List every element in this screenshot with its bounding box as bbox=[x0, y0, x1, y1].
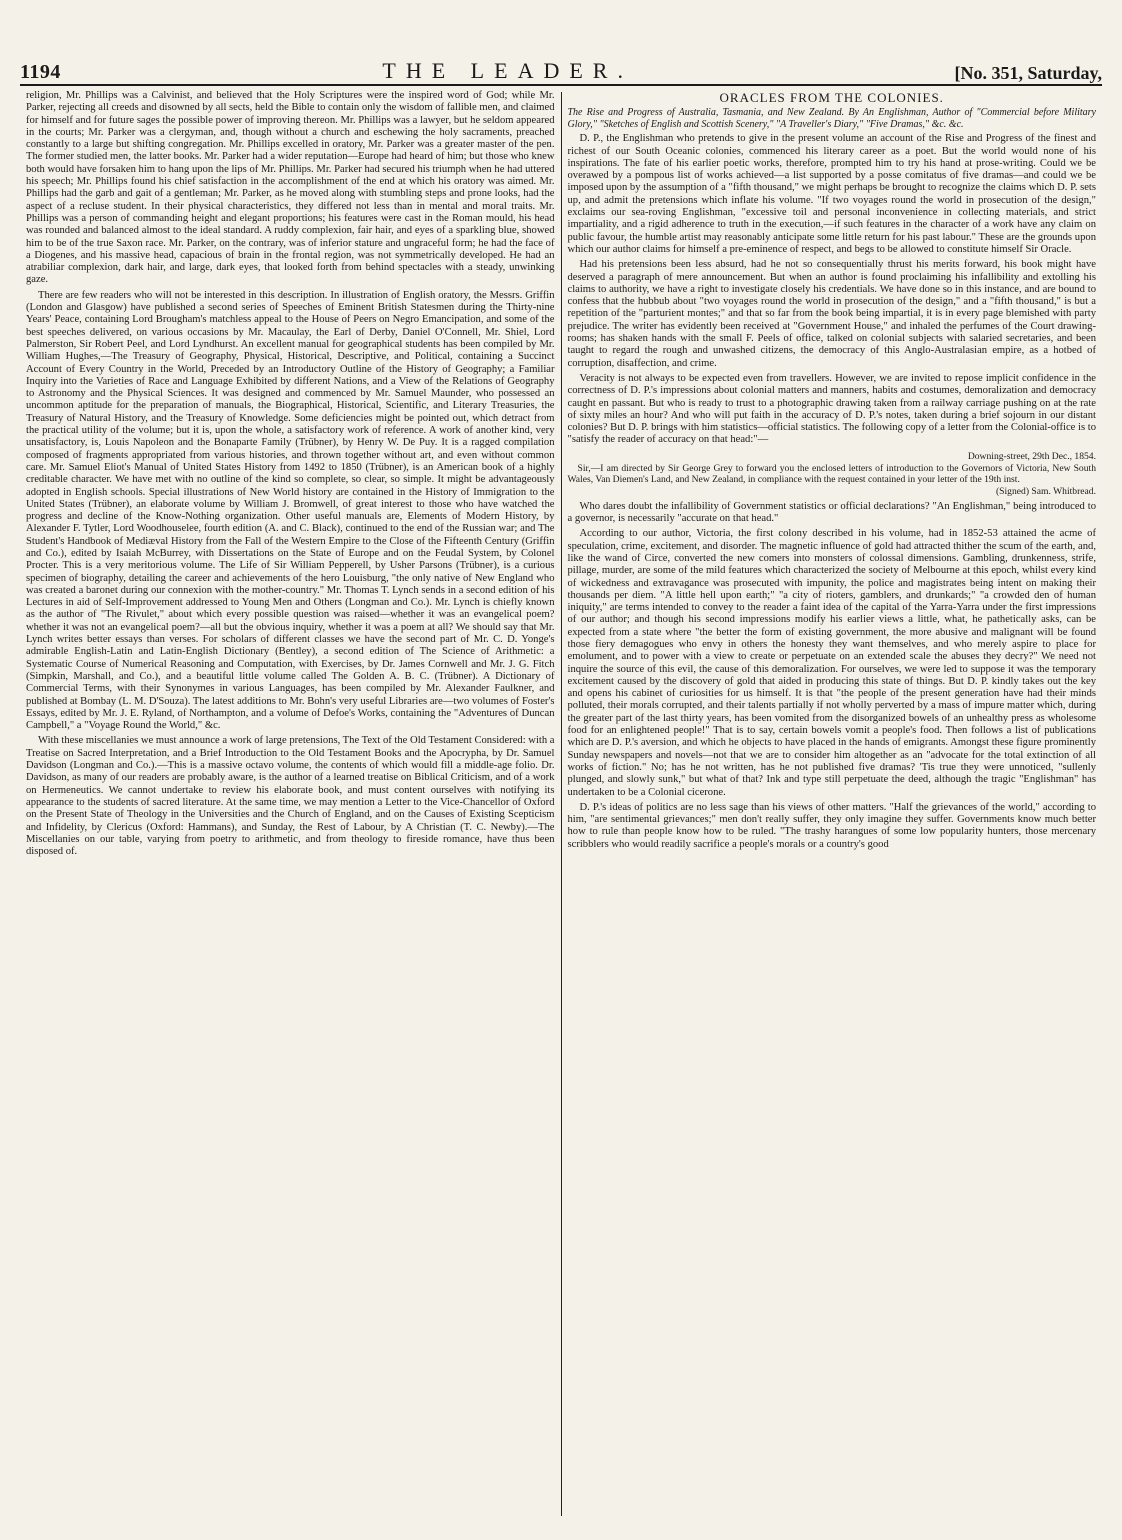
left-column bbox=[20, 88, 561, 1520]
letter-signature: (Signed) Sam. Whitbread. bbox=[995, 485, 1096, 497]
article-paragraph: D. P.'s ideas of politics are no less sage than his views of other matters. "Half the grievances of the world," according to him, "are sentimental grievances;" men don't really suffer, they only imagine they suffer. Governments know much better how to rule than people know how to be ruled. "The trashy harangues of some low popularity hunters, those mercenary scribblers who would readily sacrifice a people's morals or a country's good bbox=[567, 801, 1096, 850]
article-paragraph: With these miscellanies we must announce a work of large pretensions, The Text of the Old Testament Considered: with a Treatise on Sacred Interpretation, and a Brief Introduction to the Old Testament Books and the Apocrypha, by Dr. Samuel Davidson (Longman and Co.).—This is a massive octavo volume, the contents of which would fill a middle-age folio. Dr. Davidson, as many of our readers are probably aware, is the author of a learned treatise on Biblical Criticism, and of a work on Hermeneutics. We cannot undertake to review his elaborate book, and must content ourselves with notifying its appearance to the students of sacred literature. At the same time, we may mention a Letter to the Vice-Chancellor of Oxford on the Present State of Theology in the Universities and the Church of England, and on the Causes of Existing Scepticism and Infidelity, by Clericus (Oxford: Hammans), and Sunday, the Rest of Labour, by A Christian (T. C. Newby).—The Miscellanies on our table, varying from poetry to arithmetic, and from theology to fireside romance, have thus been disposed of. bbox=[26, 735, 555, 858]
book-citation: The Rise and Progress of Australia, Tasmania, and New Zealand. By An Englishman, Author of "Commercial before Military Glory," "Sketches of English and Scottish Scenery," "A Traveller's Diary," "Five Dramas," &c. &c. bbox=[567, 107, 1096, 130]
right-column bbox=[562, 88, 1103, 1520]
newspaper-title: THE LEADER. bbox=[382, 58, 633, 83]
columns bbox=[20, 88, 1102, 1520]
page-number: 1194 bbox=[20, 61, 61, 83]
article-paragraph: Had his pretensions been less absurd, had he not so consequentially thrust his merits forward, his book might have deserved a paragraph of mere announcement. But when an author is found proclaiming his infallibility and extolling his claims to authority, we have a right to investigate closely his credentials. We have done so in this instance, and are bound to confess that the hubbub about "two voyages round the world in prosecution of the design," and a "fifth thousand," is but a repetition of the "parturient montes;" and that so far from the book being impartial, it is in every page blemished with party prejudice. The writer has evidently been received at "Government House," and inhaled the perfumes of the Court drawing-rooms; has shaken hands with the small F. Peels of office, talked on colonial subjects with salaried secretaries, and been taught to regard the rough and unwashed citizens, the democracy of this Anglo-Australasian empire, as a hotbed of corruption, disaffection, and crime. bbox=[567, 259, 1096, 369]
article-paragraph: According to our author, Victoria, the first colony described in his volume, had in 1852-53 attained the acme of speculation, crime, excitement, and disorder. The magnetic influence of gold had attracted thither the scum of the earth, and, like the wand of Circe, converted the new comers into monsters of colossal dimensions. Gambling, drunkenness, strife, pillage, murder, are some of the mild features which characterized the society of Melbourne at this epoch, whilst every kind of wickedness and extravagance was prosecuted with impunity, the police and magistrates being intent on making their thousands per diem. "A little hell upon earth;" "a city of rioters, gamblers, and drunkards;" "a crowded den of human iniquity," are terms intended to convey to the reader a faint idea of the capital of the Yarra-Yarra under the first impressions of our author; and though his second impressions modify his earlier views a little, what, he pathetically asks, can be expected from a state where "the better the form of existing government, the more abusive and malignant will be found those fiery demagogues who envy in others the honesty they want themselves, and who merely aspire to place for emolument, and to power with a view to create or perpetuate on an extended scale the abuses they decry?" We need not inquire the source of this evil, the cause of this demoralization. For ourselves, we were led to suppose it was the temporary excitement caused by the discovery of gold that aided in producing this state of things. But D. P. kindly takes out the key and opens his cabinet of curiosities for us himself. It is that "the people of the present generation have had their minds polluted, their morals corrupted, and their talents partially if not wholly perverted by a mass of impure matter which, during the greater part of the last thirty years, has been vomited from the disorganized bowels of an unhealthy press as wholesome food for an enlightened people!" That is to say, certain bowels vomit a people's food. Then follows a list of publications which are D. P.'s aversion, and which he objects to have placed in the hands of emigrants. Amongst these figure prominently Sunday newspapers and novels—not that we are to consider him altogether as an "advocate for the total extinction of all works of fiction." No; has he not written, has he not published five dramas? 'Tis true they were unnoticed, "sullenly plunged, and slowly sunk," but what of that? Ink and type still perpetuate the deed, although the tragic "Englishman" has undertaken to be a Colonial cicerone. bbox=[567, 528, 1096, 798]
letter-body: Sir,—I am directed by Sir George Grey to forward you the enclosed letters of introduction to the Governors of Victoria, New South Wales, Van Diemen's Land, and New Zealand, in compliance with the request contained in your letter of the 19th inst. bbox=[567, 462, 1096, 485]
article-paragraph: D. P., the Englishman who pretends to give in the present volume an account of the Rise and Progress of the finest and richest of our South Oceanic colonies, commenced his literary career as a poet. But the world would none of his inspirations. The fate of his earlier poetic works, therefore, prompted him to try his hand at prose-writing. Could we be overawed by a pompous list of works achieved—a list supported by a posse comitatus of five dramas—and could we be imposed upon by the assumption of a "fifth thousand," we might perhaps be brought to recognize the claims which D. P. sets up, and admit the pretensions which inflate his volume. "If two voyages round the world in prosecution of the design," exclaims our sea-roving Englishman, "excessive toil and personal inconvenience in collecting materials, and strict impartiality, and a rigid adherence to truth in the execution,—if such features in the character of a work have any claim on public favour, the humble artist may reasonably anticipate some little return for his past labour." These are the grounds upon which our author claims for himself a pre-eminence of respect, and begs to be allowed to constitute himself Sir Oracle. bbox=[567, 133, 1096, 255]
article-paragraph: religion, Mr. Phillips was a Calvinist, and believed that the Holy Scriptures were the inspired word of God; while Mr. Parker, rejecting all creeds and disowned by all sects, held the Bible to contain only the wisdom of fallible men, and claimed for himself and for future sages the possible power of improving thereon. Mr. Phillips was a lawyer, but he seldom appeared in the courts; Mr. Parker was a clergyman, and, though without a church and eschewing the holy sacraments, preached constantly to a large but shifting congregation. Mr. Phillips excelled in oratory, Mr. Parker was a greater master of the pen. The former studied men, the latter books. Mr. Parker had a wider reputation—Europe had heard of him; but those who knew both would have forsaken him to hang upon the lips of Mr. Phillips. Mr. Parker had secured his triumph when he had uttered his speech; Mr. Phillips found his chief satisfaction in the accomplishment of the end at which his oratory was aimed. Mr. Phillips had the garb and gait of a gentleman; Mr. Parker, as he moved along with stumbling steps and prone looks, had the aspect of a recluse student. In their physical characteristics, they differed not less than in mental and moral traits. Mr. Phillips was a person of commanding height and elegant proportions; his features were cast in the Roman mould, his head was rounded and balanced almost to the ideal standard. A ruddy complexion, fair hair, and eyes of a sparkling blue, showed him to be of the true Saxon race. Mr. Parker, on the contrary, was of inferior stature and ungraceful form; he had the face of a Diogenes, and his massive head, capacious of brain in the frontal region, was not symmetrically developed. He had an atrabiliar complexion, dark hair, and large, dark eyes, that looked forth from behind spectacles with a steady, unwinking gaze. bbox=[26, 90, 555, 286]
article-paragraph: Veracity is not always to be expected even from travellers. However, we are invited to repose implicit confidence in the correctness of D. P.'s impressions about colonial matters and manners, habits and costumes, demoralization and democracy caught en passant. But who is ready to trust to a photographic drawing taken from a railway carriage pushing on at the rate of sixty miles an hour? And who will put faith in the accuracy of D. P.'s notes, taken during a brief sojourn in our distant colonies? But D. P. brings with him statistics—official statistics. The following copy of a letter from the Colonial-office is to "satisfy the reader of accuracy on that head:"— bbox=[567, 372, 1096, 446]
issue-info: [No. 351, Saturday, bbox=[954, 63, 1102, 83]
article-paragraph: There are few readers who will not be interested in this description. In illustration of English oratory, the Messrs. Griffin (London and Glasgow) have published a second series of Speeches of Eminent British Statesmen during the Thirty-nine Years' Peace, containing Lord Brougham's matchless appeal to the House of Peers on Negro Emancipation, and some of the best speeches delivered, on various occasions by Mr. Macaulay, the Earl of Derby, Daniel O'Connell, Mr. Shiel, Lord Palmerston, Sir Robert Peel, and Lord Lyndhurst. An excellent manual for geographical students has been compiled by Mr. William Hughes,—The Treasury of Geography, Physical, Historical, Descriptive, and Political, containing a Succinct Account of Every Country in the World, Preceded by an Introductory Outline of the History of Geography; a Familiar Inquiry into the Varieties of Race and Language Exhibited by different Nations, and a View of the Relations of Geography to Astronomy and the Physical Sciences. It was designed and commenced by Mr. Samuel Maunder, who possessed an uncommon aptitude for the preparation of manuals, the Biographical, Historical, Scientific, and Literary Treasuries, the Treasury of Natural History, and the Treasury of Knowledge. Some deficiencies might be pointed out, which detract from the practical utility of the volume; but it is, upon the whole, a satisfactory work of reference. A work of another kind, very unsatisfactory, is, Louis Napoleon and the Bonaparte Family (Trübner), by Henry W. De Puy. It is a ragged compilation composed of fragments appropriated from various histories, and thrown together without art, and even without common care. Mr. Samuel Eliot's Manual of United States History from 1492 to 1850 (Trübner), is an American book of a highly creditable character. We have met with no outline of the kind so complete, so clear, so simple. It might be advantageously adopted in English schools. Special illustrations of New World history are contained in the History of Immigration to the United States (Trübner), an elaborate volume by William J. Bromwell, of great interest to those who have watched the progress and decline of the Know-Nothing organization. Other useful manuals are, Elements of Modern History, by Alexander F. Tytler, Lord Woodhouselee, fourth edition (A. and C. Black), continued to the end of the Russian war; and The Student's Handbook of Mediæval History from the Fall of the Western Empire to the Close of the Fifteenth Century (Griffin and Co.), edited by Isaiah McBurrey, with Dissertations on the State of Europe and on the Feudal System, by Colonel Procter. This is a very meritorious volume. The Life of Sir William Pepperell, by Usher Parsons (Trübner), is a curious specimen of biography, detailing the career and achievements of the hero Louisburg, "the only native of New England who was created a baronet during our connexion with the mother-country." Mr. Thomas T. Lynch sends in a second edition of his Lectures in aid of Self-Improvement addressed to Young Men and Others (Longman and Co.). Mr. Lynch is chiefly known as the author of "The Rivulet," about which every possible question was raised—whether it was an evangelical poem? whether it was not an evangelical poem?—all but the obvious inquiry, whether it was a poem at all? We should say that Mr. Lynch writes better essays than verses. For scholars of different classes we have the second part of Mr. C. D. Yonge's admirable English-Latin and Latin-English Dictionary (Bentley), a second edition of The Science of Arithmetic: a Systematic Course of Numerical Reasoning and Computation, with Exercises, by Dr. James Cornwell and Mr. J. G. Fitch (Simpkin, Marshall, and Co.), and a beautiful little volume called The Golden A. B. C. (Trübner). A Dictionary of Commercial Terms, with their Synonymes in various Languages, has been compiled by Mr. Alexander Faulkner, and published at Bombay (L. M. D'Souza). The latest additions to Mr. Bohn's very useful Libraries are—two volumes of Foster's Essays, edited by Mr. J. E. Ryland, of Northampton, and a volume of Defoe's Works, containing the "Adventures of Duncan Campbell," a "Voyage Round the World," &c. bbox=[26, 289, 555, 732]
letter-date: Downing-street, 29th Dec., 1854. bbox=[967, 450, 1096, 462]
section-title: ORACLES FROM THE COLONIES. bbox=[719, 90, 944, 105]
quoted-letter bbox=[568, 451, 1097, 497]
article-paragraph: Who dares doubt the infallibility of Government statistics or official declarations? "An Englishman," being introduced to a governor, is necessarily "accurate on that head." bbox=[567, 500, 1096, 525]
masthead bbox=[20, 50, 1102, 86]
